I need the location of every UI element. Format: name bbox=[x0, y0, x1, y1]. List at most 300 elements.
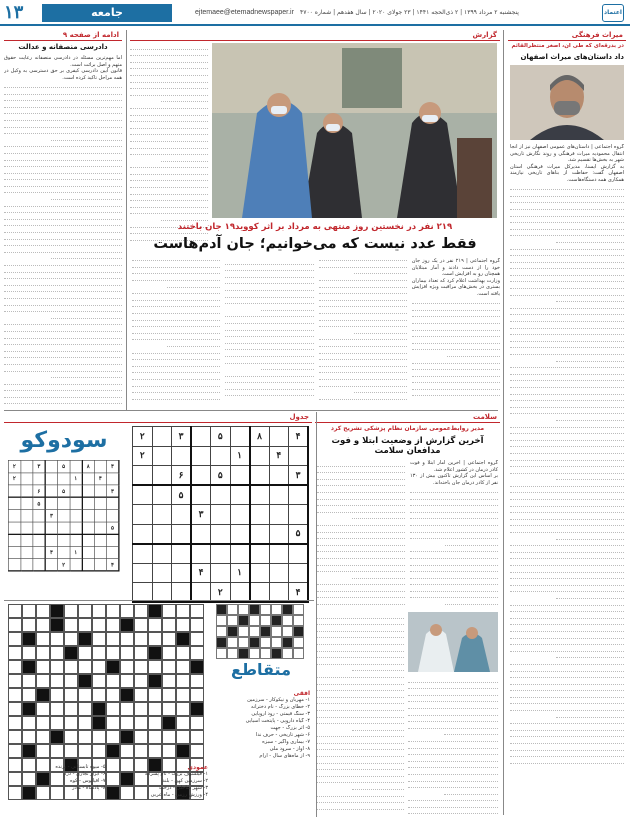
crossword-cell[interactable] bbox=[120, 646, 134, 660]
crossword-cell[interactable] bbox=[106, 730, 120, 744]
sudoku-cell[interactable]: ۸ bbox=[82, 460, 94, 472]
crossword-cell[interactable] bbox=[148, 730, 162, 744]
sudoku-cell[interactable]: ۲ bbox=[211, 583, 231, 603]
crossword-cell[interactable] bbox=[50, 744, 64, 758]
sudoku-cell[interactable] bbox=[21, 534, 33, 546]
crossword-cell[interactable] bbox=[162, 674, 176, 688]
sudoku-cell[interactable] bbox=[33, 473, 45, 485]
text-line bbox=[510, 421, 624, 428]
sudoku-cell[interactable] bbox=[230, 544, 250, 564]
crossword-cell[interactable] bbox=[50, 660, 64, 674]
sudoku-cell[interactable] bbox=[211, 524, 231, 544]
crossword-cell[interactable] bbox=[190, 646, 204, 660]
crossword-cell[interactable] bbox=[8, 674, 22, 688]
sudoku-cell[interactable]: ۴ bbox=[107, 559, 119, 571]
sudoku-cell[interactable] bbox=[70, 559, 82, 571]
crossword-cell[interactable] bbox=[8, 688, 22, 702]
crossword-cell[interactable] bbox=[50, 688, 64, 702]
sudoku-cell[interactable] bbox=[94, 460, 106, 472]
crossword-cell[interactable] bbox=[8, 604, 22, 618]
crossword-cell[interactable] bbox=[190, 716, 204, 730]
sudoku-cell[interactable] bbox=[33, 546, 45, 558]
crossword-cell[interactable] bbox=[106, 688, 120, 702]
crossword-cell[interactable] bbox=[36, 716, 50, 730]
sudoku-cell[interactable] bbox=[21, 497, 33, 509]
sudoku-cell[interactable] bbox=[45, 473, 57, 485]
sudoku-cell[interactable] bbox=[57, 546, 69, 558]
text-line bbox=[319, 340, 407, 347]
crossword-cell[interactable] bbox=[64, 744, 78, 758]
text-line bbox=[4, 95, 122, 102]
sudoku-cell[interactable] bbox=[21, 473, 33, 485]
crossword-cell[interactable] bbox=[120, 660, 134, 674]
crossword-cell[interactable] bbox=[148, 744, 162, 758]
sudoku-cell[interactable] bbox=[107, 534, 119, 546]
sudoku-cell[interactable] bbox=[94, 546, 106, 558]
sudoku-cell[interactable] bbox=[289, 446, 309, 466]
sudoku-cell[interactable] bbox=[21, 559, 33, 571]
sudoku-cell[interactable]: ۳ bbox=[289, 466, 309, 486]
sudoku-cell[interactable] bbox=[94, 522, 106, 534]
sudoku-cell[interactable] bbox=[250, 485, 270, 505]
crossword-cell[interactable] bbox=[120, 702, 134, 716]
crossword-cell[interactable] bbox=[22, 688, 36, 702]
sudoku-cell[interactable] bbox=[269, 427, 289, 447]
sudoku-cell[interactable] bbox=[230, 466, 250, 486]
sudoku-cell[interactable] bbox=[191, 485, 211, 505]
crossword-cell[interactable] bbox=[8, 632, 22, 646]
crossword-cell[interactable] bbox=[120, 674, 134, 688]
crossword-cell[interactable] bbox=[176, 604, 190, 618]
sudoku-cell[interactable] bbox=[45, 485, 57, 497]
crossword-cell[interactable] bbox=[120, 604, 134, 618]
crossword-cell[interactable] bbox=[64, 702, 78, 716]
crossword-cell[interactable] bbox=[176, 688, 190, 702]
crossword-cell[interactable] bbox=[50, 716, 64, 730]
sudoku-grid-small[interactable] bbox=[8, 460, 120, 572]
crossword-cell[interactable] bbox=[106, 604, 120, 618]
crossword-cell[interactable] bbox=[162, 646, 176, 660]
sudoku-cell[interactable] bbox=[70, 485, 82, 497]
sudoku-cell[interactable] bbox=[21, 509, 33, 521]
crossword-cell[interactable] bbox=[134, 660, 148, 674]
sudoku-cell[interactable]: ۵ bbox=[33, 497, 45, 509]
sudoku-cell[interactable] bbox=[289, 485, 309, 505]
crossword-cell[interactable] bbox=[36, 702, 50, 716]
sudoku-cell[interactable] bbox=[230, 485, 250, 505]
sudoku-cell[interactable]: ۵ bbox=[57, 485, 69, 497]
sudoku-cell[interactable] bbox=[133, 485, 153, 505]
sudoku-cell[interactable]: ۵ bbox=[289, 524, 309, 544]
sudoku-cell[interactable]: ۴ bbox=[289, 583, 309, 603]
crossword-cell[interactable] bbox=[64, 688, 78, 702]
crossword-cell[interactable] bbox=[78, 716, 92, 730]
sudoku-cell[interactable] bbox=[152, 427, 172, 447]
sudoku-cell[interactable] bbox=[57, 497, 69, 509]
sudoku-cell[interactable] bbox=[107, 497, 119, 509]
crossword-cell[interactable] bbox=[134, 618, 148, 632]
sudoku-cell[interactable]: ۸ bbox=[250, 427, 270, 447]
text-line bbox=[354, 327, 407, 334]
sudoku-cell[interactable] bbox=[211, 544, 231, 564]
sudoku-cell[interactable] bbox=[8, 559, 20, 571]
sudoku-cell[interactable] bbox=[172, 563, 192, 583]
crossword-cell[interactable] bbox=[92, 744, 106, 758]
crossword-cell[interactable] bbox=[78, 660, 92, 674]
sudoku-cell[interactable] bbox=[33, 534, 45, 546]
crossword-cell[interactable] bbox=[92, 660, 106, 674]
crossword-cell[interactable] bbox=[8, 646, 22, 660]
crossword-cell[interactable] bbox=[134, 674, 148, 688]
crossword-cell[interactable] bbox=[36, 604, 50, 618]
sudoku-cell[interactable] bbox=[250, 466, 270, 486]
crossword-cell[interactable] bbox=[106, 716, 120, 730]
crossword-cell[interactable] bbox=[134, 716, 148, 730]
crossword-cell[interactable] bbox=[162, 688, 176, 702]
crossword-cell[interactable] bbox=[64, 618, 78, 632]
sudoku-cell[interactable] bbox=[152, 505, 172, 525]
crossword-cell[interactable] bbox=[134, 688, 148, 702]
sudoku-cell[interactable] bbox=[70, 497, 82, 509]
crossword-cell[interactable] bbox=[78, 646, 92, 660]
sudoku-cell[interactable] bbox=[8, 509, 20, 521]
sudoku-cell[interactable] bbox=[45, 522, 57, 534]
crossword-cell[interactable] bbox=[106, 632, 120, 646]
crossword-cell[interactable] bbox=[50, 632, 64, 646]
sudoku-cell[interactable] bbox=[107, 473, 119, 485]
crossword-cell[interactable] bbox=[64, 660, 78, 674]
crossword-cell[interactable] bbox=[8, 702, 22, 716]
sudoku-cell[interactable] bbox=[191, 524, 211, 544]
sudoku-cell[interactable] bbox=[269, 505, 289, 525]
crossword-cell[interactable] bbox=[162, 744, 176, 758]
crossword-cell[interactable] bbox=[64, 674, 78, 688]
crossword-cell[interactable] bbox=[190, 674, 204, 688]
sudoku-cell[interactable] bbox=[211, 485, 231, 505]
sudoku-cell[interactable]: ۱ bbox=[70, 546, 82, 558]
sudoku-cell[interactable] bbox=[289, 563, 309, 583]
sudoku-cell[interactable] bbox=[230, 524, 250, 544]
sudoku-cell[interactable]: ۳ bbox=[107, 485, 119, 497]
text-line bbox=[317, 533, 405, 540]
crossword-cell[interactable] bbox=[22, 674, 36, 688]
crossword-cell[interactable] bbox=[64, 632, 78, 646]
sudoku-cell[interactable] bbox=[191, 544, 211, 564]
crossword-cell[interactable] bbox=[106, 674, 120, 688]
crossword-cell[interactable] bbox=[162, 660, 176, 674]
sudoku-cell[interactable] bbox=[94, 485, 106, 497]
sudoku-cell[interactable] bbox=[191, 446, 211, 466]
crossword-cell[interactable] bbox=[148, 632, 162, 646]
sudoku-cell[interactable] bbox=[82, 546, 94, 558]
sudoku-cell[interactable]: ۴ bbox=[45, 546, 57, 558]
sudoku-cell[interactable] bbox=[250, 524, 270, 544]
crossword-cell[interactable] bbox=[78, 688, 92, 702]
crossword-cell[interactable] bbox=[190, 618, 204, 632]
sudoku-cell[interactable] bbox=[269, 485, 289, 505]
sudoku-cell[interactable] bbox=[33, 522, 45, 534]
crossword-cell[interactable] bbox=[22, 604, 36, 618]
crossword-cell[interactable] bbox=[8, 730, 22, 744]
sudoku-cell[interactable] bbox=[211, 446, 231, 466]
sudoku-cell[interactable] bbox=[94, 509, 106, 521]
sudoku-cell[interactable] bbox=[152, 544, 172, 564]
crossword-cell[interactable] bbox=[190, 744, 204, 758]
crossword-cell[interactable] bbox=[134, 744, 148, 758]
sudoku-cell[interactable] bbox=[133, 563, 153, 583]
crossword-cell[interactable] bbox=[64, 604, 78, 618]
crossword-cell[interactable] bbox=[78, 618, 92, 632]
sudoku-cell[interactable] bbox=[8, 522, 20, 534]
crossword-cell[interactable] bbox=[190, 604, 204, 618]
crossword-cell[interactable] bbox=[148, 688, 162, 702]
sudoku-cell[interactable] bbox=[269, 563, 289, 583]
sudoku-cell[interactable] bbox=[82, 534, 94, 546]
crossword-cell[interactable] bbox=[134, 604, 148, 618]
crossword-cell[interactable] bbox=[22, 716, 36, 730]
sudoku-cell[interactable]: ۵ bbox=[172, 485, 192, 505]
sudoku-cell[interactable] bbox=[250, 563, 270, 583]
crossword-cell[interactable] bbox=[176, 674, 190, 688]
sudoku-cell[interactable] bbox=[21, 546, 33, 558]
sudoku-cell[interactable] bbox=[269, 524, 289, 544]
sudoku-cell[interactable]: ۴ bbox=[191, 563, 211, 583]
sudoku-cell[interactable] bbox=[82, 497, 94, 509]
sudoku-cell[interactable] bbox=[191, 427, 211, 447]
crossword-cell[interactable] bbox=[64, 730, 78, 744]
sudoku-cell[interactable]: ۲ bbox=[8, 460, 20, 472]
sudoku-cell[interactable] bbox=[133, 544, 153, 564]
crossword-cell[interactable] bbox=[92, 730, 106, 744]
crossword-cell[interactable] bbox=[92, 632, 106, 646]
crossword-cell[interactable] bbox=[8, 618, 22, 632]
sudoku-cell[interactable] bbox=[289, 505, 309, 525]
text-line bbox=[408, 795, 498, 802]
crossword-cell[interactable] bbox=[50, 646, 64, 660]
sudoku-cell[interactable] bbox=[107, 509, 119, 521]
crossword-cell[interactable] bbox=[36, 730, 50, 744]
sudoku-cell[interactable] bbox=[269, 544, 289, 564]
crossword-cell[interactable] bbox=[8, 716, 22, 730]
crossword-cell[interactable] bbox=[106, 646, 120, 660]
crossword-cell[interactable] bbox=[50, 702, 64, 716]
crossword-cell[interactable] bbox=[36, 674, 50, 688]
dateline: پنجشنبه ۲ مرداد ۱۳۹۹ | ۲ ذی‌الحجه ۱۴۴۱ | ۲۳ جولای ۲۰۲۰ | سال هفدهم | شماره ۴۷۰۰ bbox=[300, 9, 519, 16]
sudoku-cell[interactable]: ۳ bbox=[45, 509, 57, 521]
crossword-cell[interactable] bbox=[190, 632, 204, 646]
crossword-cell[interactable] bbox=[148, 716, 162, 730]
sudoku-cell[interactable] bbox=[57, 522, 69, 534]
sudoku-cell[interactable] bbox=[45, 497, 57, 509]
crossword-cell[interactable] bbox=[78, 730, 92, 744]
crossword-cell[interactable] bbox=[134, 702, 148, 716]
sudoku-cell[interactable]: ۴ bbox=[107, 460, 119, 472]
crossword-cell[interactable] bbox=[78, 702, 92, 716]
sudoku-cell[interactable] bbox=[230, 505, 250, 525]
crossword-cell[interactable] bbox=[134, 730, 148, 744]
crossword-cell[interactable] bbox=[162, 702, 176, 716]
crossword-cell[interactable] bbox=[36, 744, 50, 758]
text-line bbox=[408, 696, 498, 703]
sudoku-cell[interactable] bbox=[33, 509, 45, 521]
sudoku-cell[interactable] bbox=[152, 466, 172, 486]
sudoku-cell[interactable]: ۵ bbox=[107, 522, 119, 534]
crossword-cell[interactable] bbox=[78, 744, 92, 758]
sudoku-cell[interactable] bbox=[57, 509, 69, 521]
crossword-cell[interactable] bbox=[36, 618, 50, 632]
sudoku-cell[interactable]: ۳ bbox=[191, 505, 211, 525]
crossword-cell[interactable] bbox=[92, 688, 106, 702]
sudoku-cell[interactable] bbox=[250, 544, 270, 564]
crossword-cell[interactable] bbox=[134, 646, 148, 660]
sudoku-cell[interactable] bbox=[57, 534, 69, 546]
crossword-cell[interactable] bbox=[176, 702, 190, 716]
crossword-cell[interactable] bbox=[64, 716, 78, 730]
sudoku-cell[interactable]: ۵ bbox=[57, 460, 69, 472]
sudoku-cell[interactable] bbox=[8, 534, 20, 546]
crossword-cell[interactable] bbox=[22, 618, 36, 632]
sudoku-cell[interactable] bbox=[45, 460, 57, 472]
sudoku-cell[interactable] bbox=[82, 509, 94, 521]
sudoku-cell[interactable]: ۳ bbox=[172, 427, 192, 447]
crossword-cell[interactable] bbox=[36, 632, 50, 646]
sudoku-cell[interactable] bbox=[172, 505, 192, 525]
text-line bbox=[317, 652, 404, 659]
sudoku-cell[interactable] bbox=[133, 524, 153, 544]
sudoku-cell[interactable] bbox=[211, 505, 231, 525]
sudoku-cell[interactable]: ۵ bbox=[211, 466, 231, 486]
sudoku-cell[interactable]: ۲ bbox=[133, 427, 153, 447]
sudoku-cell[interactable] bbox=[21, 522, 33, 534]
sudoku-cell[interactable]: ۱ bbox=[230, 563, 250, 583]
sudoku-cell[interactable] bbox=[82, 559, 94, 571]
sudoku-cell[interactable]: ۱ bbox=[230, 446, 250, 466]
sudoku-cell[interactable] bbox=[191, 466, 211, 486]
sudoku-cell[interactable] bbox=[57, 473, 69, 485]
sudoku-cell[interactable] bbox=[172, 544, 192, 564]
sudoku-grid[interactable] bbox=[132, 426, 309, 603]
sudoku-cell[interactable] bbox=[230, 427, 250, 447]
sudoku-cell[interactable] bbox=[172, 446, 192, 466]
crossword-cell[interactable] bbox=[148, 660, 162, 674]
sudoku-cell[interactable]: ۴ bbox=[289, 427, 309, 447]
sudoku-cell[interactable] bbox=[107, 546, 119, 558]
sudoku-cell[interactable]: ۵ bbox=[211, 427, 231, 447]
crossword-cell[interactable] bbox=[176, 716, 190, 730]
email-address[interactable]: ejtemaee@etemadnewspaper.ir bbox=[195, 9, 294, 16]
sudoku-cell[interactable]: ۳ bbox=[33, 460, 45, 472]
sudoku-cell[interactable]: ۲ bbox=[133, 446, 153, 466]
crossword-cell[interactable] bbox=[176, 730, 190, 744]
crossword-cell[interactable] bbox=[176, 646, 190, 660]
sudoku-cell[interactable] bbox=[289, 544, 309, 564]
sudoku-cell[interactable] bbox=[82, 485, 94, 497]
text-line bbox=[410, 519, 498, 526]
sudoku-cell[interactable] bbox=[172, 524, 192, 544]
crossword-cell[interactable] bbox=[8, 660, 22, 674]
sudoku-cell[interactable] bbox=[152, 485, 172, 505]
sudoku-cell[interactable]: ۴ bbox=[269, 446, 289, 466]
sudoku-cell[interactable]: ۴ bbox=[94, 473, 106, 485]
sudoku-cell[interactable] bbox=[152, 524, 172, 544]
sudoku-cell[interactable] bbox=[21, 485, 33, 497]
crossword-cell[interactable] bbox=[8, 744, 22, 758]
crossword-cell[interactable] bbox=[50, 674, 64, 688]
crossword-cell[interactable] bbox=[162, 604, 176, 618]
sudoku-cell[interactable] bbox=[250, 505, 270, 525]
crossword-cell[interactable] bbox=[148, 702, 162, 716]
sudoku-cell[interactable] bbox=[82, 473, 94, 485]
sudoku-cell[interactable] bbox=[45, 559, 57, 571]
sudoku-cell[interactable] bbox=[70, 522, 82, 534]
crossword-cell[interactable] bbox=[22, 730, 36, 744]
crossword-cell[interactable] bbox=[92, 646, 106, 660]
sudoku-cell[interactable] bbox=[21, 460, 33, 472]
crossword-cell[interactable] bbox=[22, 646, 36, 660]
sudoku-cell[interactable] bbox=[133, 466, 153, 486]
sudoku-cell[interactable] bbox=[152, 563, 172, 583]
text-line bbox=[410, 579, 498, 586]
sudoku-cell[interactable] bbox=[8, 485, 20, 497]
crossword-cell[interactable] bbox=[92, 674, 106, 688]
text-line bbox=[510, 256, 624, 263]
crossword-cell[interactable] bbox=[162, 632, 176, 646]
crossword-cell[interactable] bbox=[162, 618, 176, 632]
sudoku-cell[interactable] bbox=[94, 534, 106, 546]
crossword-cell[interactable] bbox=[162, 730, 176, 744]
crossword-cell[interactable] bbox=[176, 618, 190, 632]
crossword-cell[interactable] bbox=[92, 618, 106, 632]
crossword-cell[interactable] bbox=[120, 716, 134, 730]
sudoku-cell[interactable] bbox=[33, 559, 45, 571]
sudoku-cell[interactable] bbox=[211, 563, 231, 583]
crossword-cell[interactable] bbox=[190, 688, 204, 702]
crossword-cell[interactable] bbox=[78, 604, 92, 618]
sudoku-cell[interactable] bbox=[70, 534, 82, 546]
sudoku-cell[interactable] bbox=[8, 497, 20, 509]
sudoku-row bbox=[8, 559, 119, 571]
crossword-cell[interactable] bbox=[120, 744, 134, 758]
sudoku-cell[interactable] bbox=[152, 446, 172, 466]
sudoku-cell[interactable] bbox=[94, 559, 106, 571]
crossword-cell[interactable] bbox=[36, 660, 50, 674]
crossword-cell[interactable] bbox=[148, 618, 162, 632]
crossword-cell[interactable] bbox=[36, 646, 50, 660]
sudoku-cell[interactable] bbox=[45, 534, 57, 546]
sudoku-cell[interactable] bbox=[8, 546, 20, 558]
crossword-cell[interactable] bbox=[134, 632, 148, 646]
sudoku-cell[interactable] bbox=[70, 509, 82, 521]
crossword-cell[interactable] bbox=[190, 730, 204, 744]
sudoku-cell[interactable]: ۲ bbox=[8, 473, 20, 485]
crossword-cell[interactable] bbox=[92, 604, 106, 618]
crossword-cell[interactable] bbox=[106, 702, 120, 716]
sudoku-cell[interactable] bbox=[70, 460, 82, 472]
sudoku-cell[interactable]: ۱ bbox=[70, 473, 82, 485]
crossword-cell[interactable] bbox=[106, 618, 120, 632]
sudoku-cell[interactable] bbox=[250, 446, 270, 466]
sudoku-cell[interactable] bbox=[82, 522, 94, 534]
crossword-cell[interactable] bbox=[120, 632, 134, 646]
sudoku-cell[interactable]: ۶ bbox=[172, 466, 192, 486]
sudoku-cell[interactable] bbox=[269, 466, 289, 486]
sudoku-cell[interactable] bbox=[133, 505, 153, 525]
crossword-cell[interactable] bbox=[176, 660, 190, 674]
sudoku-cell[interactable]: ۲ bbox=[57, 559, 69, 571]
text-line bbox=[319, 301, 407, 308]
sudoku-cell[interactable]: ۶ bbox=[33, 485, 45, 497]
sudoku-cell[interactable] bbox=[94, 497, 106, 509]
